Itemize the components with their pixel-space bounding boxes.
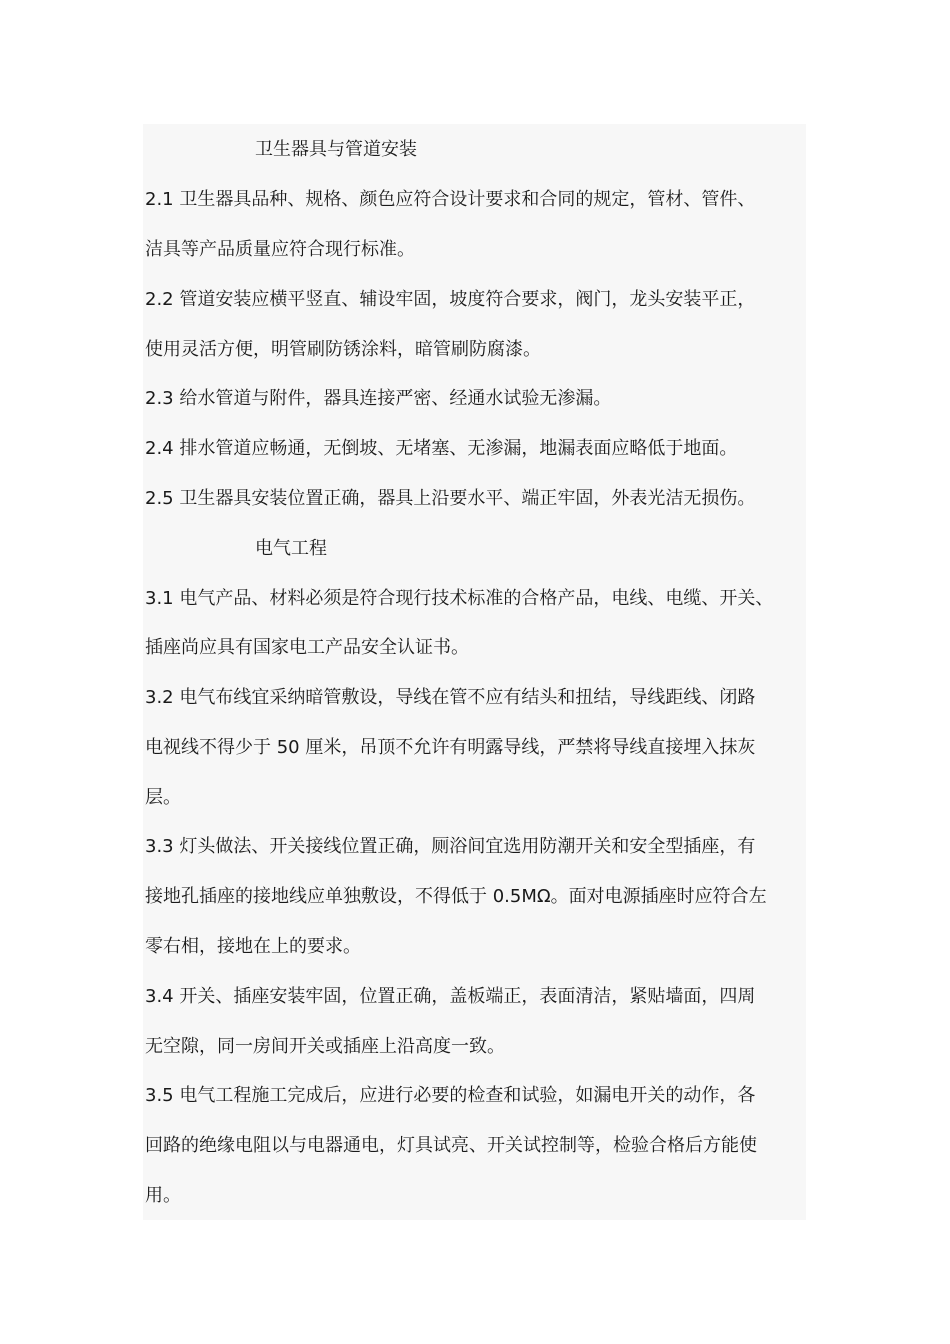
paragraph-line: 2.3 给水管道与附件，器具连接严密、经通水试验无渗漏。 — [145, 388, 612, 409]
paragraph-line: 使用灵活方便，明管刷防锈涂料，暗管刷防腐漆。 — [145, 339, 541, 360]
paragraph-line: 层。 — [145, 787, 181, 808]
paragraph-line: 2.4 排水管道应畅通，无倒坡、无堵塞、无渗漏，地漏表面应略低于地面。 — [145, 438, 738, 459]
paragraph-line: 2.1 卫生器具品种、规格、颜色应符合设计要求和合同的规定，管材、管件、 — [145, 189, 756, 210]
paragraph-line: 3.4 开关、插座安装牢固，位置正确，盖板端正，表面清洁，紧贴墙面，四周 — [145, 986, 756, 1007]
paragraph-line: 3.1 电气产品、材料必须是符合现行技术标准的合格产品，电线、电缆、开关、 — [145, 588, 774, 609]
paragraph-line: 电视线不得少于 50 厘米，吊顶不允许有明露导线，严禁将导线直接埋入抹灰 — [145, 737, 756, 758]
paragraph-line: 3.3 灯头做法、开关接线位置正确，厕浴间宜选用防潮开关和安全型插座，有 — [145, 836, 756, 857]
paragraph-line: 3.5 电气工程施工完成后，应进行必要的检查和试验，如漏电开关的动作，各 — [145, 1085, 756, 1106]
paragraph-line: 3.2 电气布线宜采纳暗管敷设，导线在管不应有结头和扭结，导线距线、闭路 — [145, 687, 756, 708]
paragraph-line: 无空隙，同一房间开关或插座上沿高度一致。 — [145, 1036, 505, 1057]
paragraph-line: 插座尚应具有国家电工产品安全认证书。 — [145, 637, 469, 658]
paragraph-line: 洁具等产品质量应符合现行标准。 — [145, 239, 415, 260]
paragraph-line: 接地孔插座的接地线应单独敷设，不得低于 0.5MΩ。面对电源插座时应符合左 — [145, 886, 767, 907]
section-heading-electrical: 电气工程 — [255, 538, 327, 559]
paragraph-line: 2.2 管道安装应横平竖直、辅设牢固，坡度符合要求，阀门，龙头安装平正， — [145, 289, 756, 310]
paragraph-line: 用。 — [145, 1185, 181, 1206]
section-heading-plumbing: 卫生器具与管道安装 — [255, 139, 417, 160]
paragraph-line: 回路的绝缘电阻以与电器通电，灯具试亮、开关试控制等，检验合格后方能使 — [145, 1135, 757, 1156]
paragraph-line: 2.5 卫生器具安装位置正确，器具上沿要水平、端正牢固，外表光洁无损伤。 — [145, 488, 756, 509]
paragraph-line: 零右相，接地在上的要求。 — [145, 936, 361, 957]
